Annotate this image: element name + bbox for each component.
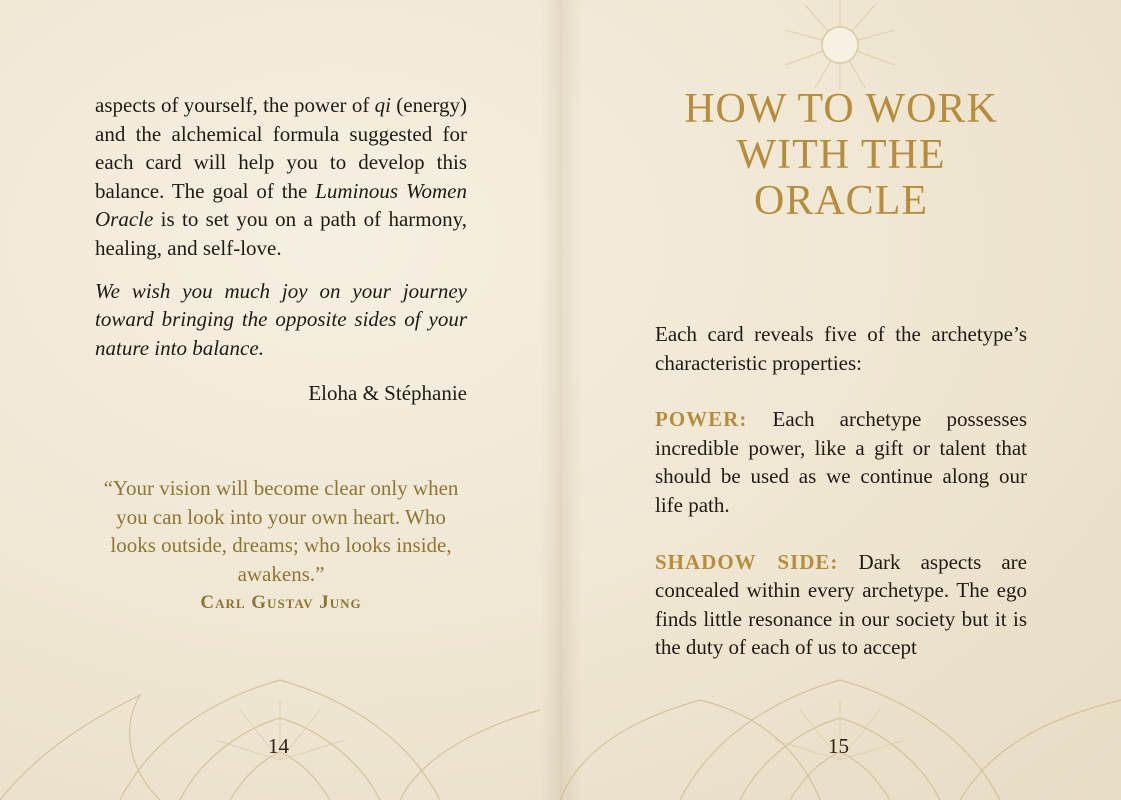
oracle-title: Luminous Women Oracle: [95, 178, 467, 232]
property-power: [655, 405, 1027, 519]
property-term: SHADOW SIDE:: [655, 549, 839, 574]
signature: Eloha & Stéphanie: [308, 381, 467, 405]
property-shadow-side: [655, 548, 1027, 662]
text-segment: is to set you on a path of harmony, healing, and self-love.: [95, 207, 467, 260]
paragraph-balance: [95, 91, 467, 263]
heading-line: ORACLE: [754, 178, 928, 224]
paragraph-wish: We wish you much joy on your journey toward bringing the opposite sides of your nature into balance.: [95, 278, 467, 360]
quote-author: Carl Gustav Jung: [200, 592, 362, 613]
heading-line: WITH THE: [736, 132, 946, 178]
chapter-heading: [655, 86, 1027, 224]
left-body-text: [95, 91, 467, 362]
text-segment: aspects of yourself, the power of: [95, 93, 375, 117]
property-term: POWER:: [655, 407, 748, 432]
qi-term: qi: [374, 93, 391, 117]
text-segment: (energy) and the alchemical formula suggested for each card will help you to develop this balance. The goal of the: [95, 93, 467, 203]
right-body-text: [655, 320, 1027, 662]
intro-paragraph: Each card reveals five of the archetype’s characteristic properties:: [655, 322, 1027, 375]
page-number-right: 15: [828, 734, 849, 758]
quote-text: “Your vision will become clear only when you can look into your own heart. Who looks outside, dreams; who looks inside, awakens.”: [103, 476, 459, 586]
property-text: Each archetype possesses incredible power, like a gift or talent that should be used as we continue along our life path.: [655, 407, 1027, 517]
property-text: Dark aspects are concealed within every archetype. The ego finds little resonance in our society but it is the duty of each of us to accept: [655, 549, 1027, 660]
page-number-left: 14: [268, 734, 289, 758]
heading-line: HOW TO WORK: [684, 86, 998, 132]
